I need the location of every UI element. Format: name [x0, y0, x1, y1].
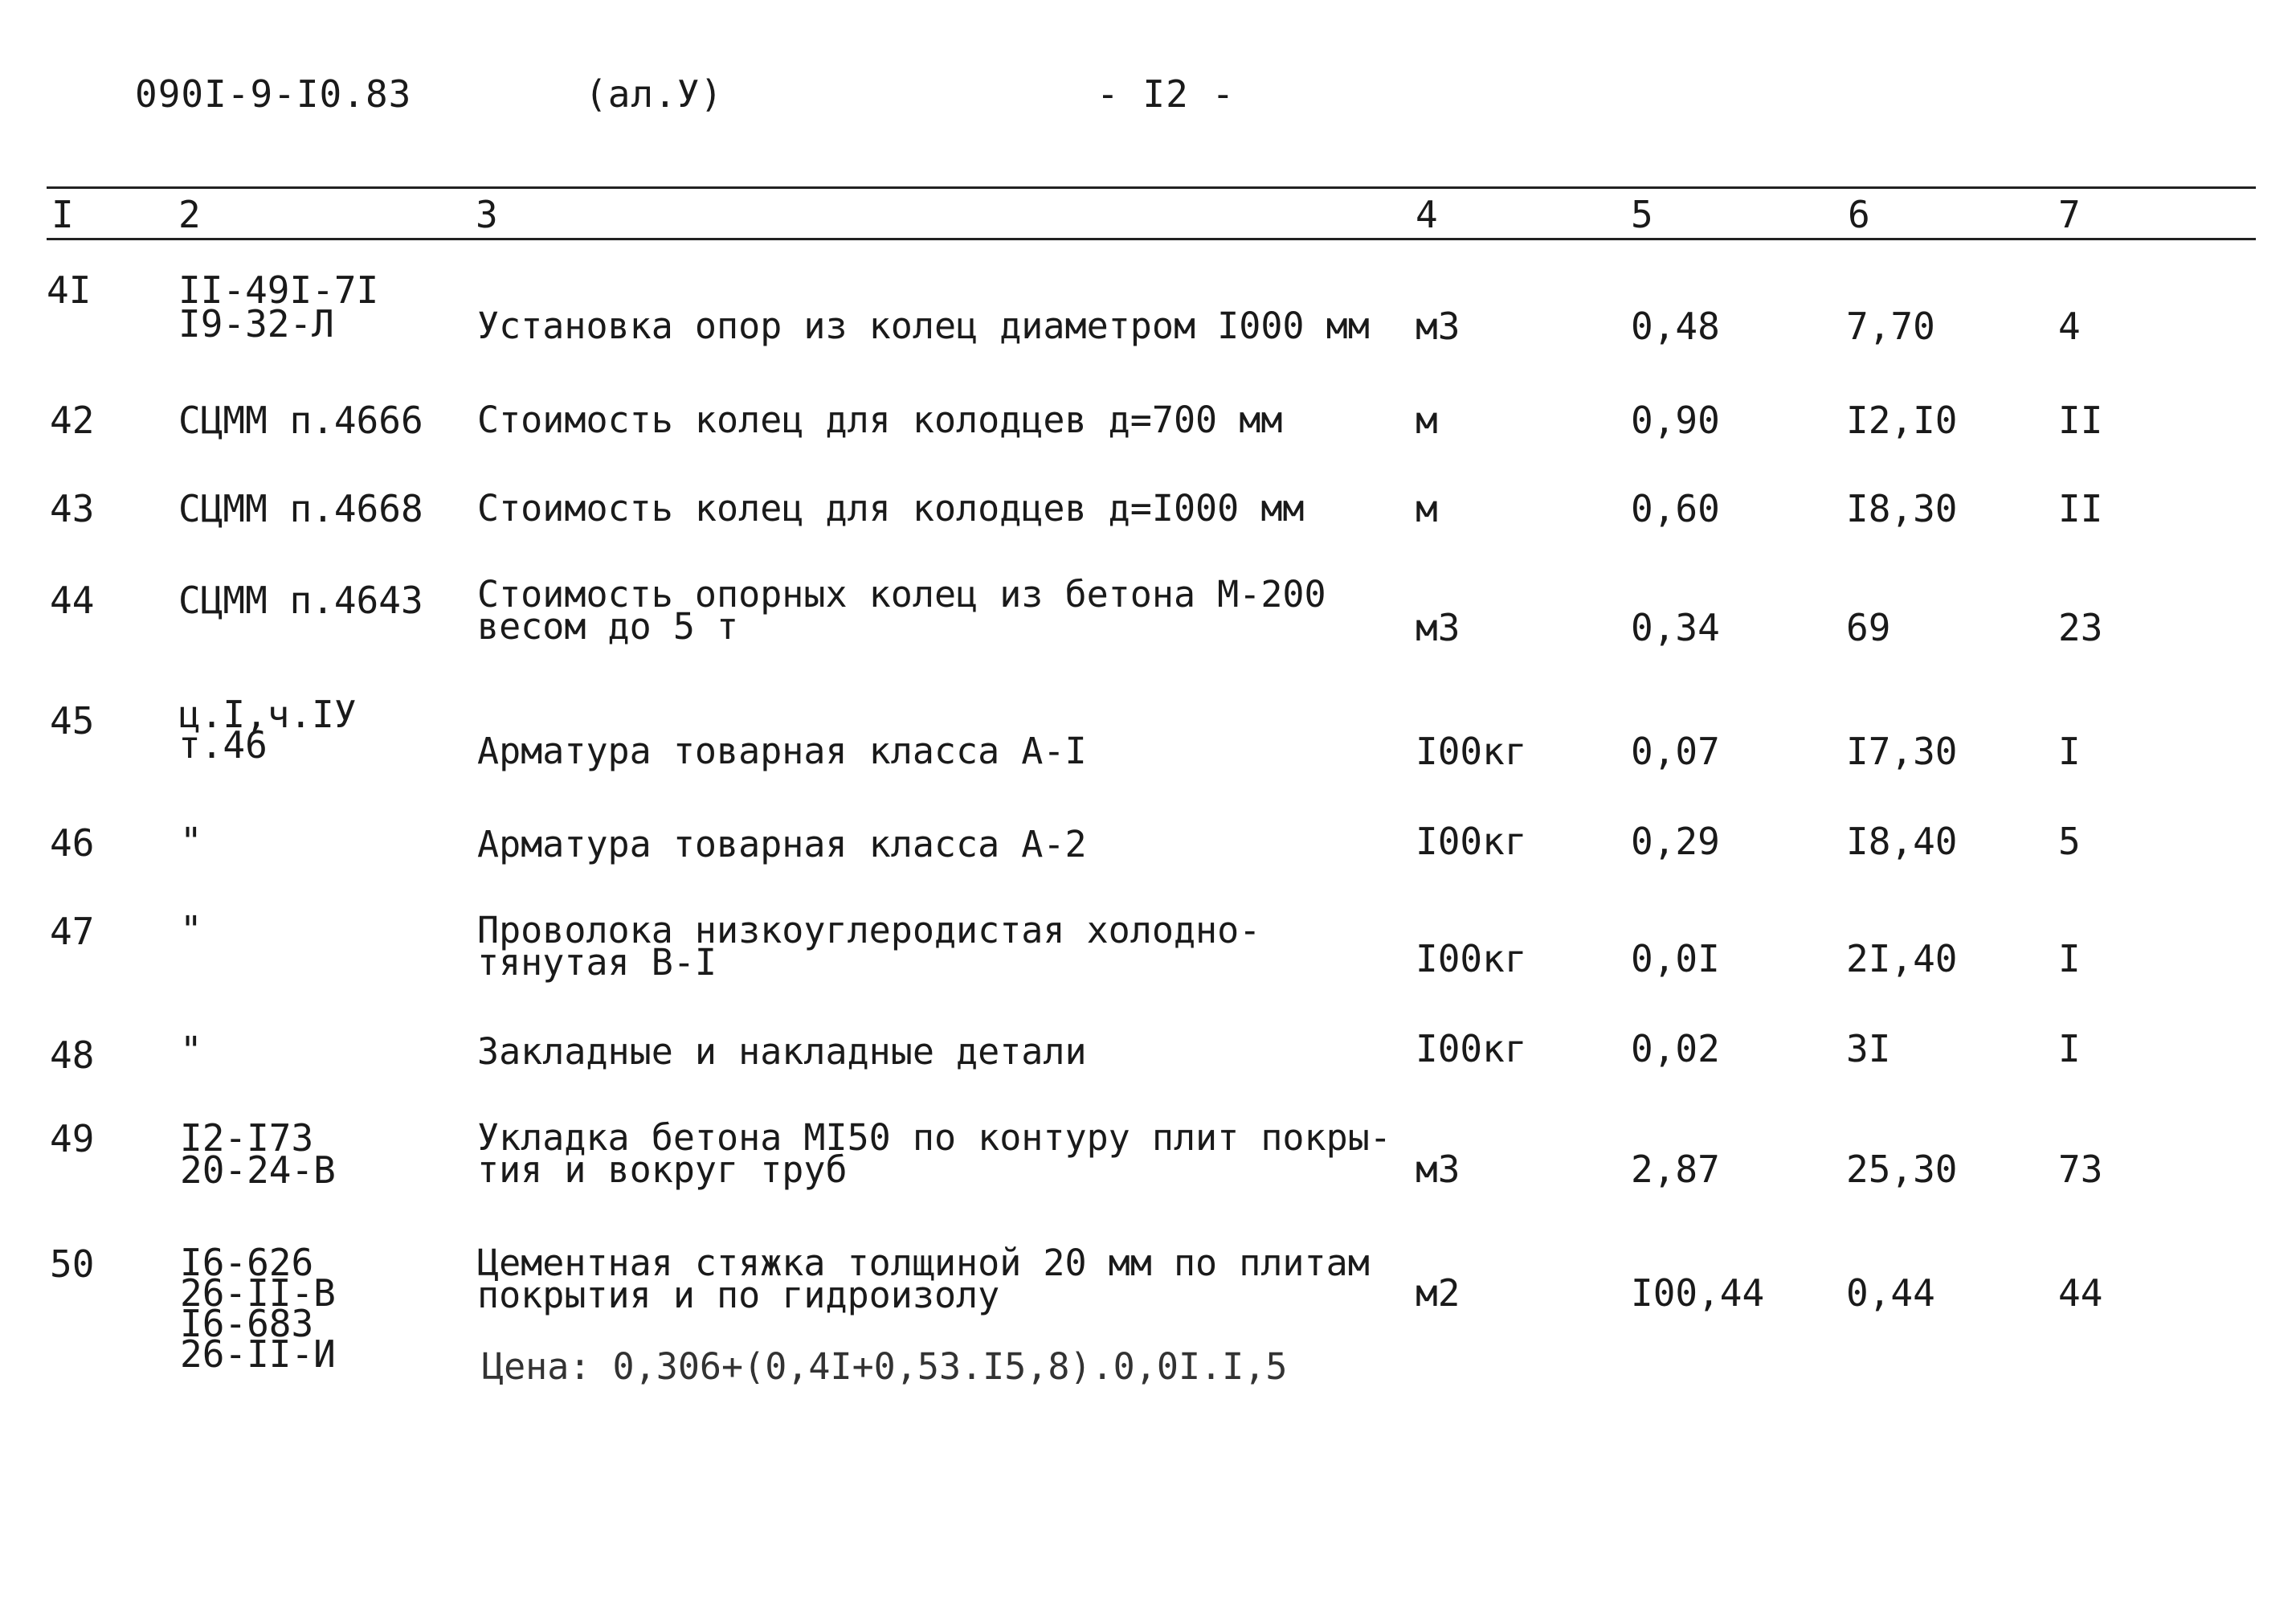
- norm-code-line: ц.I,ч.IУ: [178, 693, 357, 736]
- norm-code: СЦММ п.4643: [178, 579, 423, 622]
- unit: I00кг: [1416, 730, 1527, 773]
- row-number: 45: [50, 699, 95, 743]
- total-cost: 5: [2058, 820, 2081, 863]
- unit: I00кг: [1416, 820, 1527, 863]
- row-number: 44: [50, 579, 95, 622]
- norm-code-line: I9-32-Л: [178, 302, 334, 346]
- unit: м3: [1416, 305, 1461, 348]
- description-line: Стоимость опорных колец из бетона М-200: [477, 573, 1326, 616]
- quantity: 2,87: [1631, 1148, 1720, 1191]
- price-formula-note: Цена: 0,306+(0,4I+0,53.I5,8).0,0I.I,5: [482, 1345, 1288, 1388]
- quantity: 0,07: [1631, 730, 1720, 773]
- ditto-mark: ": [180, 820, 202, 863]
- column-header-1: I: [51, 193, 74, 236]
- unit-price: I2,I0: [1846, 399, 1958, 442]
- quantity: 0,60: [1631, 487, 1720, 530]
- total-cost: I: [2058, 1027, 2081, 1070]
- row-number: 46: [50, 821, 95, 865]
- row-number: 43: [50, 487, 95, 530]
- page-number: - I2 -: [1097, 72, 1236, 116]
- work-description: Стоимость колец для колодцев д=I000 мм: [477, 487, 1305, 530]
- norm-code: [180, 1116, 336, 1192]
- norm-code: СЦММ п.4668: [178, 487, 423, 530]
- description-line: весом до 5 т: [477, 605, 739, 648]
- column-header-4: 4: [1416, 193, 1438, 236]
- unit: м3: [1416, 606, 1461, 649]
- norm-code-line: I6-626: [180, 1241, 314, 1284]
- description-line: тянутая В-I: [477, 941, 717, 984]
- column-header-7: 7: [2058, 193, 2081, 236]
- row-number: 4I: [47, 268, 92, 312]
- work-description: [477, 909, 1261, 984]
- norm-code-line: I6-683: [180, 1302, 314, 1345]
- work-description: [477, 573, 1326, 648]
- description-line: Проволока низкоуглеродистая холодно-: [477, 909, 1261, 951]
- quantity: 0,34: [1631, 606, 1720, 649]
- unit: I00кг: [1416, 1027, 1527, 1070]
- table-header-rule: [47, 238, 2256, 240]
- unit-price: 25,30: [1846, 1148, 1958, 1191]
- description-line: Цементная стяжка толщиной 20 мм по плитам: [477, 1242, 1370, 1284]
- total-cost: 4: [2058, 305, 2081, 348]
- unit-price: 0,44: [1846, 1271, 1935, 1315]
- document-code: 090I-9-I0.83: [135, 72, 412, 116]
- column-header-6: 6: [1848, 193, 1870, 236]
- quantity: 0,0I: [1631, 937, 1720, 980]
- unit-price: I7,30: [1846, 730, 1958, 773]
- row-number: 50: [50, 1242, 95, 1286]
- description-line: Укладка бетона МI50 по контуру плит покры-: [477, 1116, 1391, 1159]
- norm-code-line: 20-24-В: [180, 1148, 336, 1192]
- unit: м3: [1416, 1148, 1461, 1191]
- album-label: (ал.У): [585, 72, 724, 116]
- norm-code: [180, 1241, 336, 1376]
- quantity: I00,44: [1631, 1271, 1765, 1315]
- work-description: Стоимость колец для колодцев д=700 мм: [477, 399, 1283, 441]
- row-number: 42: [50, 399, 95, 442]
- unit-price: I8,30: [1846, 487, 1958, 530]
- unit-price: 69: [1846, 606, 1891, 649]
- unit: I00кг: [1416, 937, 1527, 980]
- total-cost: II: [2058, 487, 2103, 530]
- unit: м: [1416, 487, 1438, 530]
- norm-code: СЦММ п.4666: [178, 399, 423, 442]
- row-number: 48: [50, 1033, 95, 1077]
- unit-price: 2I,40: [1846, 937, 1958, 980]
- quantity: 0,48: [1631, 305, 1720, 348]
- unit-price: I8,40: [1846, 820, 1958, 863]
- ditto-mark: ": [180, 908, 202, 951]
- unit-price: 7,70: [1846, 305, 1935, 348]
- column-header-2: 2: [178, 193, 201, 236]
- description-line: покрытия и по гидроизолу: [477, 1274, 1000, 1316]
- norm-code: [178, 268, 379, 346]
- norm-code-line: 26-II-В: [180, 1271, 336, 1315]
- norm-code-line: 26-II-И: [180, 1332, 336, 1376]
- work-description: Установка опор из колец диаметром I000 мм: [477, 305, 1370, 347]
- norm-code-line: II-49I-7I: [178, 268, 379, 312]
- table-top-rule: [47, 186, 2256, 189]
- total-cost: I: [2058, 730, 2081, 773]
- total-cost: 23: [2058, 606, 2103, 649]
- work-description: Арматура товарная класса А-2: [477, 823, 1087, 865]
- column-header-3: 3: [476, 193, 498, 236]
- work-description: [477, 1242, 1370, 1316]
- description-line: тия и вокруг труб: [477, 1148, 848, 1191]
- row-number: 47: [50, 910, 95, 953]
- norm-code: [178, 693, 357, 767]
- work-description: Арматура товарная класса А-I: [477, 730, 1087, 772]
- total-cost: II: [2058, 399, 2103, 442]
- work-description: Закладные и накладные детали: [477, 1030, 1087, 1073]
- unit: м2: [1416, 1271, 1461, 1315]
- norm-code-line: т.46: [178, 723, 268, 767]
- work-description: [477, 1116, 1391, 1191]
- unit: м: [1416, 399, 1438, 442]
- quantity: 0,02: [1631, 1027, 1720, 1070]
- unit-price: 3I: [1846, 1027, 1891, 1070]
- quantity: 0,90: [1631, 399, 1720, 442]
- total-cost: 73: [2058, 1148, 2103, 1191]
- column-header-5: 5: [1631, 193, 1653, 236]
- norm-code-line: I2-I73: [180, 1116, 314, 1160]
- quantity: 0,29: [1631, 820, 1720, 863]
- row-number: 49: [50, 1117, 95, 1160]
- total-cost: 44: [2058, 1271, 2103, 1315]
- total-cost: I: [2058, 937, 2081, 980]
- ditto-mark: ": [180, 1029, 202, 1072]
